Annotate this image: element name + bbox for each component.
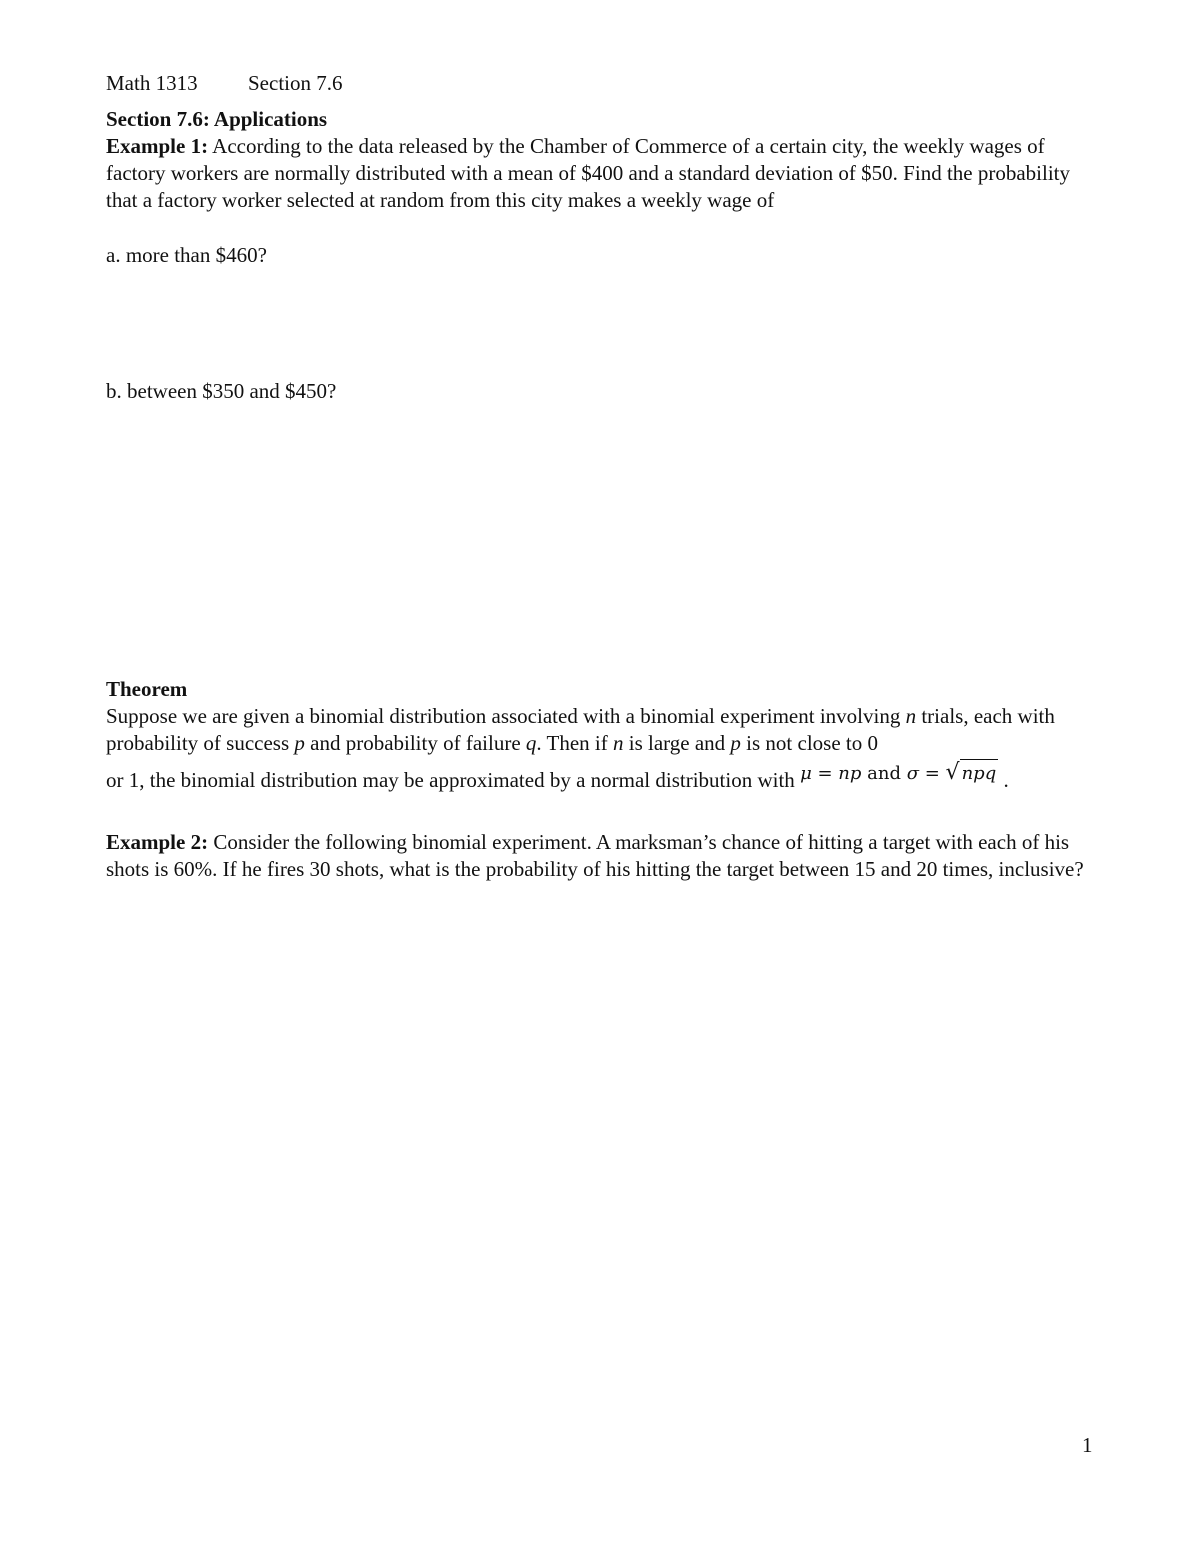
theorem-text: Suppose we are given a binomial distribution associated with a binomial experiment involving: [106, 704, 906, 728]
section-title: Section 7.6: Applications: [106, 107, 328, 131]
square-root: [946, 759, 999, 787]
equals-sign: =: [919, 763, 946, 784]
example-2-label: Example 2:: [106, 830, 209, 854]
theorem-paragraph-end: [106, 760, 1106, 795]
theorem-text: is not close to 0: [740, 731, 878, 755]
example-1-part-b: b. between $350 and $450?: [106, 379, 337, 403]
example-1: [106, 133, 1106, 214]
npq-term: npq: [960, 759, 999, 787]
var-p: p: [294, 731, 305, 755]
equals-sign: =: [811, 763, 839, 784]
page-header: [106, 70, 1106, 97]
example-1-text: According to the data released by the Chamber of Commerce of a certain city, the weekly wages of factory workers are normally distributed with a mean of $400 and a standard deviation of $50. Find the probability that a factory worker selected at random from this city makes a weekly wage of: [106, 134, 1071, 212]
example-2-text: Consider the following binomial experiment. A marksman’s chance of hitting a target with each of his shots is 60%. If he fires 30 shots, what is the probability of his hitting the target between 15 and 20 times, inclusive?: [106, 830, 1084, 881]
page-number: 1: [1082, 1433, 1093, 1457]
example-1-part-a: a. more than $460?: [106, 243, 267, 267]
theorem-text: . Then if: [536, 731, 613, 755]
mu-symbol: μ: [800, 763, 812, 784]
var-q: q: [525, 731, 537, 755]
course-name: Math 1313: [106, 71, 198, 95]
sentence-end: .: [998, 768, 1009, 792]
theorem-paragraph: [106, 703, 1106, 757]
theorem-text: or 1, the binomial distribution may be approximated by a normal distribution with: [106, 768, 801, 792]
and-word: and: [861, 763, 907, 784]
example-1-label: Example 1:: [106, 134, 209, 158]
example-2: [106, 829, 1106, 883]
radical-sign: √: [945, 760, 960, 785]
var-n: n: [905, 704, 917, 728]
theorem-text: trials, each with probability of success: [106, 704, 1055, 755]
sigma-symbol: σ: [906, 763, 920, 784]
theorem-body: [106, 703, 1106, 795]
theorem-heading: Theorem: [106, 677, 188, 701]
header-section: Section 7.6: [248, 71, 343, 95]
var-n: n: [613, 731, 624, 755]
normal-parameters-formula: [800, 759, 998, 787]
var-p: p: [730, 731, 741, 755]
theorem-text: and probability of failure: [304, 731, 526, 755]
theorem-text: is large and: [623, 731, 731, 755]
np-term: np: [838, 763, 862, 784]
